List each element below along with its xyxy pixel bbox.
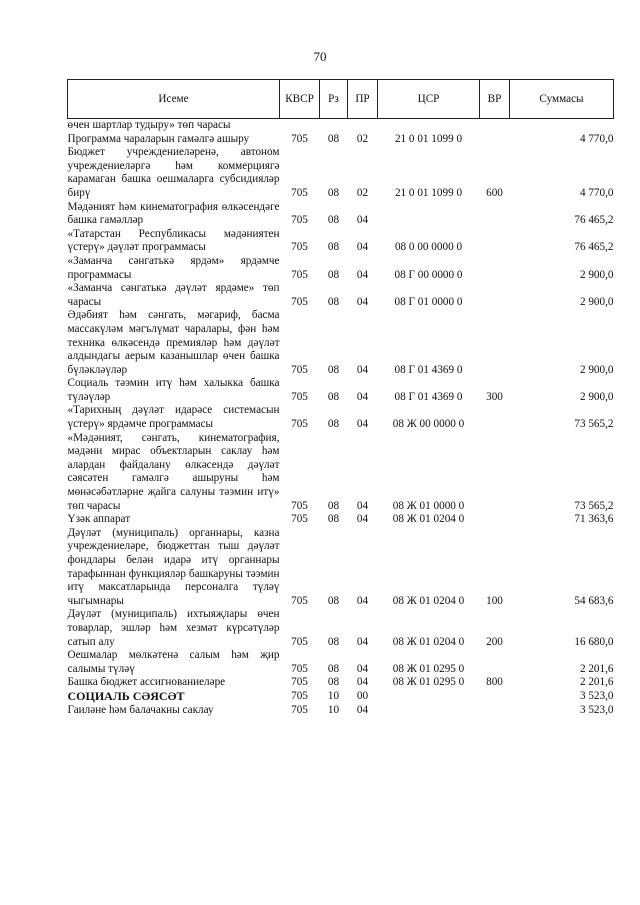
- cell-name: өчен шартлар тудыру» төп чарасы: [67, 119, 231, 131]
- cell-kvsr: 705: [291, 295, 308, 308]
- cell-sum: 2 900,0: [579, 390, 614, 403]
- cell-sum: 73 565,2: [574, 418, 614, 431]
- cell-csr: 21 0 01 1099 0: [394, 186, 463, 199]
- cell-sum: [510, 119, 614, 133]
- cell-csr: 08 Ж 00 0000 0: [392, 418, 465, 431]
- table-body: [68, 119, 614, 718]
- table-row: [68, 608, 614, 649]
- cell-vr: [480, 133, 510, 147]
- cell-sum: 2 900,0: [579, 268, 614, 281]
- cell-rz: 08: [327, 186, 340, 199]
- cell-kvsr: 705: [291, 594, 308, 607]
- cell-name: «Татарстан Республикасы мәдәниятен үстерү» дәүләт программасы: [67, 227, 280, 254]
- cell-rz: 08: [327, 676, 340, 689]
- cell-pr: 04: [356, 418, 369, 431]
- cell-kvsr: 705: [291, 635, 308, 648]
- cell-sum: 16 680,0: [574, 635, 614, 648]
- cell-csr: 08 Ж 01 0295 0: [392, 662, 465, 675]
- cell-pr: 04: [356, 214, 369, 227]
- header-name: Исеме: [68, 80, 280, 119]
- cell-pr: [348, 119, 378, 133]
- cell-rz: 08: [327, 295, 340, 308]
- cell-sum: 4 770,0: [579, 132, 614, 145]
- cell-rz: 08: [327, 363, 340, 376]
- cell-pr: 04: [356, 390, 369, 403]
- cell-name: «Заманча сәнгатькә ярдәм» ярдәмче программасы: [67, 254, 280, 281]
- cell-rz: 08: [327, 241, 340, 254]
- table-row: [68, 527, 614, 609]
- cell-pr: 02: [356, 132, 369, 145]
- cell-rz: 08: [327, 418, 340, 431]
- cell-rz: 10: [327, 689, 340, 702]
- header-kvsr: КВСР: [280, 80, 320, 119]
- cell-kvsr: 705: [291, 186, 308, 199]
- table-row: [68, 513, 614, 527]
- cell-kvsr: 705: [291, 676, 308, 689]
- cell-kvsr: 705: [291, 363, 308, 376]
- cell-csr: 08 Ж 01 0204 0: [392, 513, 465, 526]
- cell-kvsr: 705: [291, 662, 308, 675]
- cell-pr: 04: [356, 499, 369, 512]
- cell-kvsr: 705: [291, 513, 308, 526]
- cell-kvsr: 705: [291, 689, 308, 702]
- cell-sum: 3 523,0: [579, 689, 614, 702]
- cell-name: Программа чараларын гамәлгә ашыру: [67, 132, 250, 145]
- cell-name: Дәүләт (муниципаль) органнары, казна учреждениеләре, бюджеттан тыш дәүләт фондлары белән идарә итү органнары тарафыннан функцияләр башкаруны тәэмин итү максатларында персоналга түләү чыгымнары: [67, 526, 280, 607]
- cell-vr: [480, 690, 510, 704]
- cell-sum: 2 201,6: [579, 676, 614, 689]
- cell-name: Мәдәният һәм кинематография өлкәсендәге башка гамәлләр: [67, 200, 280, 227]
- cell-name: Үзәк аппарат: [67, 513, 131, 526]
- cell-vr: 200: [486, 635, 503, 648]
- table-row: [68, 377, 614, 404]
- table-row: [68, 146, 614, 200]
- header-vr: ВР: [480, 80, 510, 119]
- cell-vr: [480, 513, 510, 527]
- cell-vr: [480, 201, 510, 228]
- table-row: [68, 309, 614, 377]
- cell-name: Бюджет учреждениеләренә, автоном учреждениеләргә һәм коммерциягә карамаган башка оешмаларга субсидияләр бирү: [67, 146, 280, 199]
- cell-sum: 73 565,2: [574, 499, 614, 512]
- cell-csr: 08 Ж 01 0204 0: [392, 635, 465, 648]
- cell-kvsr: 705: [291, 499, 308, 512]
- cell-name: «Заманча сәнгатькә дәүләт ярдәме» төп чарасы: [67, 282, 280, 308]
- cell-name: Дәүләт (муниципаль) ихтыяҗлары өчен товарлар, эшләр һәм хезмәт күрсәтүләр сатып алу: [67, 608, 280, 648]
- cell-vr: [480, 404, 510, 431]
- cell-vr: 300: [486, 390, 503, 403]
- cell-vr: [480, 704, 510, 718]
- cell-csr: [378, 704, 480, 718]
- cell-name: Социаль тәэмин итү һәм халыкка башка түләүләр: [67, 377, 280, 403]
- table-row: [68, 704, 614, 718]
- cell-rz: 08: [327, 499, 340, 512]
- cell-pr: 04: [356, 295, 369, 308]
- cell-kvsr: 705: [291, 703, 308, 716]
- cell-pr: 04: [356, 241, 369, 254]
- cell-kvsr: 705: [291, 418, 308, 431]
- cell-rz: 08: [327, 635, 340, 648]
- table-row: [68, 133, 614, 147]
- cell-csr: 08 Ж 01 0295 0: [392, 676, 465, 689]
- page-number: 70: [313, 49, 327, 64]
- cell-vr: 100: [486, 594, 503, 607]
- header-csr: ЦСР: [378, 80, 480, 119]
- cell-pr: 04: [356, 363, 369, 376]
- cell-kvsr: 705: [291, 390, 308, 403]
- cell-csr: 08 Г 01 4369 0: [394, 363, 463, 376]
- cell-sum: 3 523,0: [579, 703, 614, 716]
- header-sum: Суммасы: [510, 80, 614, 119]
- cell-kvsr: 705: [291, 268, 308, 281]
- cell-pr: 02: [356, 186, 369, 199]
- table-header-row: [68, 80, 614, 119]
- cell-sum: 76 465,2: [574, 214, 614, 227]
- cell-sum: 2 900,0: [579, 295, 614, 308]
- cell-name: Гаиләне һәм балачакны саклау: [67, 703, 214, 716]
- cell-csr: [378, 690, 480, 704]
- table-row: [68, 228, 614, 255]
- cell-rz: 08: [327, 268, 340, 281]
- header-pr: ПР: [348, 80, 378, 119]
- cell-sum: 76 465,2: [574, 241, 614, 254]
- cell-vr: 800: [486, 676, 503, 689]
- table-row: [68, 690, 614, 704]
- cell-rz: 08: [327, 594, 340, 607]
- cell-name: «Мәдәният, сәнгать, кинематография, мәдәни мирас объектларын саклау һәм алардан файдалану өлкәсендә дәүләт сәясәтен гамәлгә ашыруны һәм мөнәсәбәтләрне җайга салуны тәэмин итү» төп чарасы: [67, 431, 280, 512]
- cell-sum: 54 683,6: [574, 594, 614, 607]
- table-row: [68, 432, 614, 514]
- cell-rz: 08: [327, 513, 340, 526]
- cell-sum: 2 201,6: [579, 662, 614, 675]
- cell-rz: 08: [327, 662, 340, 675]
- cell-pr: 04: [356, 635, 369, 648]
- cell-pr: 04: [356, 703, 369, 716]
- cell-csr: 08 Ж 01 0000 0: [392, 499, 465, 512]
- cell-pr: 04: [356, 513, 369, 526]
- cell-kvsr: 705: [291, 214, 308, 227]
- cell-pr: 04: [356, 676, 369, 689]
- cell-name: СОЦИАЛЬ СӘЯСӘТ: [67, 688, 185, 703]
- cell-vr: [480, 119, 510, 133]
- cell-vr: [480, 432, 510, 514]
- cell-vr: [480, 282, 510, 309]
- header-rz: Рз: [320, 80, 348, 119]
- table-row: [68, 404, 614, 431]
- cell-rz: [320, 119, 348, 133]
- cell-csr: [378, 201, 480, 228]
- cell-csr: 08 Г 01 4369 0: [394, 390, 463, 403]
- cell-vr: [480, 649, 510, 676]
- cell-vr: [480, 255, 510, 282]
- table-row: [68, 255, 614, 282]
- table-row: [68, 282, 614, 309]
- cell-csr: [378, 119, 480, 133]
- cell-rz: 10: [327, 703, 340, 716]
- table-row: [68, 676, 614, 690]
- cell-sum: 71 363,6: [574, 513, 614, 526]
- table-row: [68, 649, 614, 676]
- cell-vr: [480, 309, 510, 377]
- cell-sum: 4 770,0: [579, 186, 614, 199]
- cell-kvsr: 705: [291, 241, 308, 254]
- cell-csr: 08 Г 00 0000 0: [394, 268, 463, 281]
- cell-name: Әдәбият һәм сәнгать, мәгариф, басма массакүләм мәгълүмат чаралары, фән һәм техника өлкәсендә премияләр һәм дәүләт алдындагы аерым казанышлар өчен башка бүләкләүләр: [67, 309, 280, 376]
- cell-name: «Тарихның дәүләт идарәсе системасын үстерү» ярдәмче программасы: [67, 404, 280, 431]
- cell-vr: 600: [486, 186, 503, 199]
- cell-sum: 2 900,0: [579, 363, 614, 376]
- cell-csr: 21 0 01 1099 0: [394, 132, 463, 145]
- cell-pr: 04: [356, 662, 369, 675]
- table-row: [68, 119, 614, 133]
- cell-vr: [480, 228, 510, 255]
- cell-pr: 00: [356, 689, 369, 702]
- cell-pr: 04: [356, 268, 369, 281]
- cell-csr: 08 Ж 01 0204 0: [392, 594, 465, 607]
- cell-csr: 08 0 00 0000 0: [394, 241, 463, 254]
- cell-kvsr: [280, 119, 320, 133]
- cell-rz: 08: [327, 390, 340, 403]
- cell-rz: 08: [327, 214, 340, 227]
- cell-name: Оешмалар мөлкәтенә салым һәм җир салымы түләү: [67, 649, 280, 675]
- budget-table: [67, 79, 614, 717]
- cell-rz: 08: [327, 132, 340, 145]
- cell-pr: 04: [356, 594, 369, 607]
- table-row: [68, 201, 614, 228]
- cell-kvsr: 705: [291, 132, 308, 145]
- cell-name: Башка бюджет ассигнованиеләре: [67, 676, 226, 689]
- cell-csr: 08 Г 01 0000 0: [394, 295, 463, 308]
